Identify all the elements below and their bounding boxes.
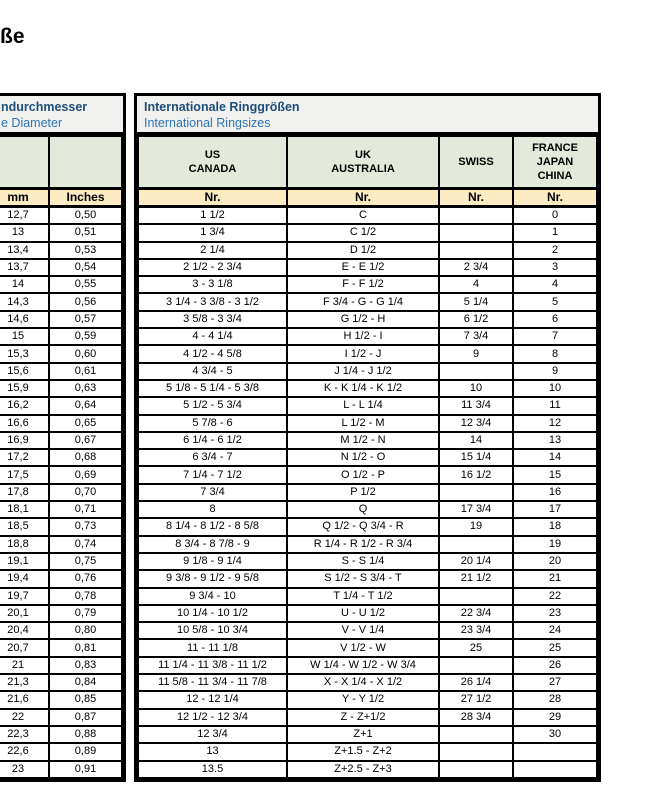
unit-cell: Nr. [287,189,439,207]
table-cell: 20 1/4 [439,553,513,570]
table-row [138,207,597,225]
table-cell: 7 3/4 [138,484,287,501]
table-row [0,674,122,691]
table-row [0,397,122,414]
table-cell: 0,60 [49,345,122,362]
table-cell: 3 1/4 - 3 3/8 - 3 1/2 [138,293,287,310]
table-cell: O 1/2 - P [287,466,439,483]
table-row [138,466,597,483]
table-row [138,588,597,605]
table-cell: 14 [513,449,597,466]
table-cell: 4 1/2 - 4 5/8 [138,345,287,362]
unit-cell: Nr. [513,189,597,207]
table-row [0,259,122,276]
table-cell: 15 1/4 [439,449,513,466]
table-cell: 17 3/4 [439,501,513,518]
unit-cell: Nr. [439,189,513,207]
table-row [138,311,597,328]
table-cell: Z - Z+1/2 [287,709,439,726]
table-row [0,657,122,674]
table-row [138,657,597,674]
table-cell: 20,1 [0,605,49,622]
table-cell: 27 [513,674,597,691]
table-cell: I 1/2 - J [287,345,439,362]
table-cell: 17 [513,501,597,518]
table-cell: 11 3/4 [439,397,513,414]
table-cell [439,207,513,225]
table-cell [513,743,597,760]
table-cell: 4 - 4 1/4 [138,328,287,345]
table-cell [439,761,513,778]
table-row [138,709,597,726]
table-cell: X - X 1/4 - X 1/2 [287,674,439,691]
table-cell: 15,3 [0,345,49,362]
table-row [138,380,597,397]
table-cell: 1 [513,224,597,241]
left-table-body [0,207,122,778]
table-cell: 2 1/2 - 2 3/4 [138,259,287,276]
table-cell: 1 1/2 [138,207,287,225]
table-cell: 21 1/2 [439,570,513,587]
table-cell: L - L 1/4 [287,397,439,414]
table-cell: 11 - 11 1/8 [138,639,287,656]
table-row [138,536,597,553]
table-cell: 15 [0,328,49,345]
table-cell: 5 1/2 - 5 3/4 [138,397,287,414]
right-table-body [138,207,597,778]
page-title: ße [0,25,25,48]
table-row [0,588,122,605]
table-cell: 18,1 [0,501,49,518]
table-row [138,293,597,310]
table-row [138,605,597,622]
table-cell: 28 [513,691,597,708]
table-cell: 15 [513,466,597,483]
table-cell: 23 3/4 [439,622,513,639]
table-cell: 10 1/4 - 10 1/2 [138,605,287,622]
table-cell: E - E 1/2 [287,259,439,276]
table-cell: 27 1/2 [439,691,513,708]
table-cell: 6 3/4 - 7 [138,449,287,466]
table-cell: 0,88 [49,726,122,743]
table-cell: 0,73 [49,518,122,535]
column-header-cell: US CANADA [138,136,287,189]
table-cell: 11 1/4 - 11 3/8 - 11 1/2 [138,657,287,674]
table-cell: 25 [439,639,513,656]
table-row [0,761,122,778]
table-row [138,363,597,380]
table-row [138,432,597,449]
table-cell: 0,59 [49,328,122,345]
table-row [138,501,597,518]
table-row [138,570,597,587]
table-cell [439,588,513,605]
table-cell [439,657,513,674]
table-cell: P 1/2 [287,484,439,501]
table-row [0,743,122,760]
table-cell [439,224,513,241]
table-cell: T 1/4 - T 1/2 [287,588,439,605]
table-cell: 0 [513,207,597,225]
table-row [0,293,122,310]
table-cell: Q [287,501,439,518]
table-cell: 23 [0,761,49,778]
table-cell: 16,2 [0,397,49,414]
table-cell: 0,89 [49,743,122,760]
table-cell: 18,5 [0,518,49,535]
table-cell: N 1/2 - O [287,449,439,466]
table-row [0,432,122,449]
table-row [138,449,597,466]
table-cell: 21 [0,657,49,674]
table-row [138,674,597,691]
table-cell: 14,6 [0,311,49,328]
table-cell: 4 [439,276,513,293]
table-row [0,415,122,432]
table-cell: 5 7/8 - 6 [138,415,287,432]
left-table-title-en: e Diameter [1,116,63,130]
table-cell: J 1/4 - J 1/2 [287,363,439,380]
unit-cell: mm [0,189,49,207]
table-cell: 17,5 [0,466,49,483]
table-cell: 14 [439,432,513,449]
table-row [0,536,122,553]
right-table-title-de: Internationale Ringgrößen [144,100,300,114]
table-cell: 0,57 [49,311,122,328]
table-cell: 0,84 [49,674,122,691]
table-cell: 6 [513,311,597,328]
table-cell: 8 1/4 - 8 1/2 - 8 5/8 [138,518,287,535]
table-cell: 19,4 [0,570,49,587]
column-header-cell: UK AUSTRALIA [287,136,439,189]
table-cell: 23 [513,605,597,622]
table-cell: R 1/4 - R 1/2 - R 3/4 [287,536,439,553]
table-row [138,259,597,276]
table-row [0,311,122,328]
table-cell: 0,64 [49,397,122,414]
table-cell: 0,76 [49,570,122,587]
table-cell: 10 [439,380,513,397]
table-cell: 13.5 [138,761,287,778]
table-cell: 0,51 [49,224,122,241]
table-cell [439,242,513,259]
table-cell: 21 [513,570,597,587]
table-cell: U - U 1/2 [287,605,439,622]
table-row [0,484,122,501]
table-row [138,761,597,778]
table-cell: 14 [0,276,49,293]
table-cell: 5 [513,293,597,310]
table-cell: 21,3 [0,674,49,691]
table-cell: 0,80 [49,622,122,639]
table-row [0,380,122,397]
table-row [0,501,122,518]
table-row [0,276,122,293]
ring-diameter-table [0,93,126,782]
left-unit-row [0,189,122,207]
table-cell: 0,63 [49,380,122,397]
table-cell: 13,7 [0,259,49,276]
table-row [0,691,122,708]
table-cell: 8 [513,345,597,362]
table-cell: 11 [513,397,597,414]
table-cell: 13 [513,432,597,449]
table-cell: 0,61 [49,363,122,380]
table-cell: 20,4 [0,622,49,639]
table-cell: 1 3/4 [138,224,287,241]
table-row [0,570,122,587]
table-cell: 18,8 [0,536,49,553]
table-cell: 19 [439,518,513,535]
table-cell: F - F 1/2 [287,276,439,293]
table-row [0,622,122,639]
table-cell: 25 [513,639,597,656]
table-cell: 10 5/8 - 10 3/4 [138,622,287,639]
table-cell: 8 [138,501,287,518]
table-cell: 11 5/8 - 11 3/4 - 11 7/8 [138,674,287,691]
table-cell: 6 1/2 [439,311,513,328]
table-cell: M 1/2 - N [287,432,439,449]
table-cell: 7 1/4 - 7 1/2 [138,466,287,483]
column-header-cell: FRANCE JAPAN CHINA [513,136,597,189]
table-row [0,639,122,656]
right-table-title-en: International Ringsizes [144,116,271,130]
table-cell: 0,74 [49,536,122,553]
table-cell: 0,65 [49,415,122,432]
table-cell: 0,55 [49,276,122,293]
table-cell [439,536,513,553]
table-cell: 22 3/4 [439,605,513,622]
table-cell: 29 [513,709,597,726]
table-row [0,242,122,259]
column-header-cell [0,136,49,189]
table-cell: L 1/2 - M [287,415,439,432]
table-cell: 13,4 [0,242,49,259]
table-cell: 2 [513,242,597,259]
table-cell: 3 5/8 - 3 3/4 [138,311,287,328]
right-table-title-box [137,96,598,135]
left-header-row [0,136,122,189]
table-row [138,484,597,501]
left-table-title-de: ndurchmesser [1,100,88,114]
table-cell: Z+1.5 - Z+2 [287,743,439,760]
table-row [138,743,597,760]
table-cell: Y - Y 1/2 [287,691,439,708]
table-cell: 10 [513,380,597,397]
table-cell: 5 1/8 - 5 1/4 - 5 3/8 [138,380,287,397]
table-cell: 19,1 [0,553,49,570]
table-cell [439,363,513,380]
table-row [0,466,122,483]
table-cell: 19,7 [0,588,49,605]
table-cell: 13 [0,224,49,241]
table-cell [439,484,513,501]
table-cell: 0,56 [49,293,122,310]
table-cell: 26 [513,657,597,674]
table-cell: 0,67 [49,432,122,449]
international-ringsizes-table [134,93,601,782]
table-row [138,518,597,535]
table-cell: 22 [513,588,597,605]
table-cell: 0,71 [49,501,122,518]
table-cell: 12 - 12 1/4 [138,691,287,708]
table-cell: 12 3/4 [138,726,287,743]
table-cell: S - S 1/4 [287,553,439,570]
table-cell: 9 3/8 - 9 1/2 - 9 5/8 [138,570,287,587]
table-row [0,449,122,466]
table-row [0,605,122,622]
table-cell: W 1/4 - W 1/2 - W 3/4 [287,657,439,674]
table-cell: 12 1/2 - 12 3/4 [138,709,287,726]
table-row [138,397,597,414]
table-cell: 2 3/4 [439,259,513,276]
table-cell: 3 - 3 1/8 [138,276,287,293]
table-cell: S 1/2 - S 3/4 - T [287,570,439,587]
table-cell: 13 [138,743,287,760]
table-cell: 26 1/4 [439,674,513,691]
table-cell: 9 3/4 - 10 [138,588,287,605]
international-ringsizes-grid [137,135,598,779]
table-cell: D 1/2 [287,242,439,259]
table-row [0,207,122,225]
table-cell: 4 3/4 - 5 [138,363,287,380]
table-row [0,709,122,726]
table-cell: 20,7 [0,639,49,656]
table-cell: 0,53 [49,242,122,259]
table-cell: 21,6 [0,691,49,708]
table-cell: 22 [0,709,49,726]
table-cell: 9 1/8 - 9 1/4 [138,553,287,570]
table-cell: Z+1 [287,726,439,743]
table-row [0,224,122,241]
table-row [0,345,122,362]
right-header-row [138,136,597,189]
table-cell: 12 3/4 [439,415,513,432]
table-cell: 4 [513,276,597,293]
table-cell: V - V 1/4 [287,622,439,639]
table-row [138,328,597,345]
table-cell: 9 [513,363,597,380]
table-cell: 12 [513,415,597,432]
table-cell: 0,54 [49,259,122,276]
column-header-cell: SWISS [439,136,513,189]
table-cell: 0,83 [49,657,122,674]
table-cell [439,726,513,743]
table-cell: Q 1/2 - Q 3/4 - R [287,518,439,535]
table-cell: 0,87 [49,709,122,726]
table-cell: 20 [513,553,597,570]
table-cell: 9 [439,345,513,362]
table-cell: H 1/2 - I [287,328,439,345]
table-cell: 15,9 [0,380,49,397]
table-cell: 0,50 [49,207,122,225]
table-cell: V 1/2 - W [287,639,439,656]
table-cell: 0,79 [49,605,122,622]
table-cell: 2 1/4 [138,242,287,259]
table-row [0,328,122,345]
table-cell [439,743,513,760]
table-cell: Z+2.5 - Z+3 [287,761,439,778]
table-row [0,553,122,570]
unit-cell: Inches [49,189,122,207]
table-cell: 6 1/4 - 6 1/2 [138,432,287,449]
table-cell: 17,2 [0,449,49,466]
table-cell: 19 [513,536,597,553]
table-cell: 16 1/2 [439,466,513,483]
table-row [138,639,597,656]
table-row [138,276,597,293]
table-row [138,553,597,570]
table-cell: 0,81 [49,639,122,656]
table-cell: 0,75 [49,553,122,570]
ring-diameter-grid [0,135,123,779]
table-cell: 16,9 [0,432,49,449]
table-cell: 7 [513,328,597,345]
table-cell: 14,3 [0,293,49,310]
table-row [0,726,122,743]
table-row [138,726,597,743]
table-cell: 0,85 [49,691,122,708]
table-row [0,363,122,380]
table-cell: G 1/2 - H [287,311,439,328]
table-row [138,415,597,432]
table-cell: 7 3/4 [439,328,513,345]
table-row [138,622,597,639]
unit-cell: Nr. [138,189,287,207]
table-row [138,242,597,259]
table-cell: 28 3/4 [439,709,513,726]
table-cell: 18 [513,518,597,535]
table-cell: 12,7 [0,207,49,225]
table-cell: 17,8 [0,484,49,501]
table-cell: 24 [513,622,597,639]
table-cell: F 3/4 - G - G 1/4 [287,293,439,310]
table-cell: C 1/2 [287,224,439,241]
table-cell: C [287,207,439,225]
table-cell: 30 [513,726,597,743]
table-cell: 0,69 [49,466,122,483]
table-cell: 16,6 [0,415,49,432]
table-cell: 8 3/4 - 8 7/8 - 9 [138,536,287,553]
table-cell [513,761,597,778]
table-cell: 0,68 [49,449,122,466]
table-cell: 15,6 [0,363,49,380]
table-row [0,518,122,535]
table-row [138,224,597,241]
left-table-title-box [0,96,123,135]
table-row [138,691,597,708]
table-cell: 22,6 [0,743,49,760]
right-unit-row [138,189,597,207]
table-cell: 0,91 [49,761,122,778]
table-cell: 0,70 [49,484,122,501]
table-cell: 22,3 [0,726,49,743]
table-row [138,345,597,362]
table-cell: 5 1/4 [439,293,513,310]
column-header-cell [49,136,122,189]
table-cell: 16 [513,484,597,501]
table-cell: K - K 1/4 - K 1/2 [287,380,439,397]
table-cell: 0,78 [49,588,122,605]
table-cell: 3 [513,259,597,276]
